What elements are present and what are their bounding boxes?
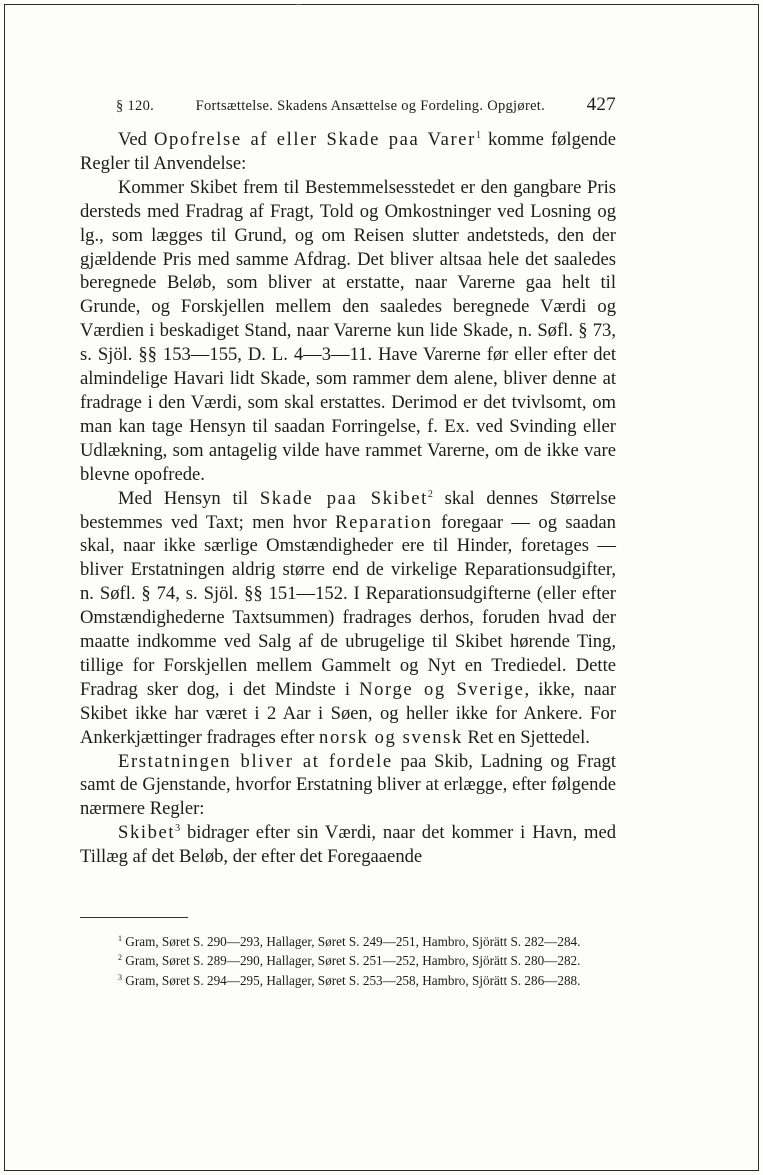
footnote-1 (80, 932, 616, 951)
p4-spaced: Erstatningen bliver at fordele (118, 750, 393, 772)
footnote-mark-1: 1 (118, 934, 122, 943)
footnote-text-2: Gram, Søret S. 289—290, Hallager, Søret S. 251—252, Hambro, Sjörätt S. 280—282. (125, 953, 581, 969)
p3-spaced-law: norsk og svensk (319, 726, 463, 748)
p3-spaced-reparation: Reparation (335, 511, 433, 533)
p1-rest: komme følgende Regler til Anvendelse: (80, 129, 616, 174)
paragraph-3 (80, 487, 616, 750)
paragraph-4 (80, 750, 616, 822)
paragraph-5 (80, 821, 616, 869)
p3-spaced-countries: Norge og Sverige (359, 678, 525, 700)
footnote-2 (80, 951, 616, 970)
p5-rest: bidrager efter sin Værdi, naar det kommer i Havn, med Tillæg af det Beløb, der efter det Foregaaende (80, 822, 616, 868)
footnote-ref-1: 1 (475, 130, 481, 141)
p5-spaced: Skibet (118, 822, 176, 844)
page-number: 427 (586, 94, 616, 115)
footnote-mark-2: 2 (118, 953, 122, 963)
running-header (116, 94, 616, 116)
p3-part-d: , ikke, naar Skibet ikke har været i 2 Aar i Søen, og heller ikke for Ankere. For Ankerkjættinger fradrages efter (80, 678, 617, 748)
footnotes (80, 932, 616, 990)
footnote-mark-3: 3 (118, 972, 122, 982)
p1-lead: Ved (118, 129, 155, 150)
p1-spaced: Opofrelse af eller Skade paa Varer (154, 129, 476, 150)
footnote-text-3: Gram, Søret S. 294—295, Hallager, Søret S. 253—258, Hambro, Sjörätt S. 286—288. (125, 972, 581, 988)
header-title: Fortsættelse. Skadens Ansættelse og Fordeling. Opgjøret. (195, 98, 546, 114)
footnote-ref-3: 3 (175, 823, 181, 835)
p3-spaced: Skade paa Skibet (259, 487, 428, 509)
paragraph-2: Kommer Skibet frem til Bestemmelsesstedet er den gangbare Pris dersteds med Fradrag af Fragt, Told og Omkostninger ved Losning og lg., som lægges til Grund, og om Reisen slutter andetsteds, den der gjældende Pris med samme Afdrag. Det bliver altsaa hele det saaledes beregnede Beløb, som bliver at erstatte, naar Varerne gaa helt til Grunde, og Forskjellen mellem den saaledes beregnede Værdi og Værdien i beskadiget Stand, naar Varerne kun lide Skade, n. Søfl. § 73, s. Sjöl. §§ 153—155, D. L. 4—3—11. Have Varerne før eller efter det almindelige Havari lidt Skade, som rammer dem alene, bliver denne at fradrage i den Værdi, som skal erstattes. Derimod er det tvivlsomt, om man kan tage Hensyn til saadan Forringelse, f. Ex. ved Svinding eller Udlækning, som antagelig vilde have rammet Varerne, om de ikke vare blevne opofrede. (80, 176, 616, 485)
p3-part-c: foregaar — og saadan skal, naar ikke særlige Omstændigheder ere til Hinder, foretages — bliver Erstatningen aldrig større end de virkelige Reparationsudgifter, n. Søfl. § 74, s. Sjöl. §§ 151—152. I Reparationsudgifterne (eller efter Omstændighederne Taxtsummen) fradrages derhos, foruden hvad der maatte indkomme ved Salg af de ubrugelige til Skibet hørende Ting, tillige for Forskjellen mellem Gammelt og Nyt en Trediedel. Dette Fradrag sker dog, i det Mindste i (80, 511, 616, 700)
paragraph-1 (80, 128, 616, 176)
p3-lead: Med Hensyn til (118, 487, 260, 509)
ink-mark (296, 4, 301, 5)
body-text (80, 128, 616, 869)
footnote-text-1: Gram, Søret S. 290—293, Hallager, Søret S. 249—251, Hambro, Sjörätt S. 282—284. (125, 934, 581, 949)
footnote-divider (80, 917, 188, 918)
footnote-ref-2: 2 (427, 488, 433, 500)
p3-part-b: skal dennes Størrelse bestemmes ved Taxt; men hvor (80, 487, 616, 533)
header-section: § 120. (116, 98, 155, 114)
p3-part-e: Ret en Sjettedel. (462, 726, 590, 748)
footnote-3 (80, 971, 616, 990)
p4-rest: paa Skib, Ladning og Fragt samt de Gjenstande, hvorfor Erstatning bliver at erlægge, efter følgende nærmere Regler: (80, 750, 616, 820)
